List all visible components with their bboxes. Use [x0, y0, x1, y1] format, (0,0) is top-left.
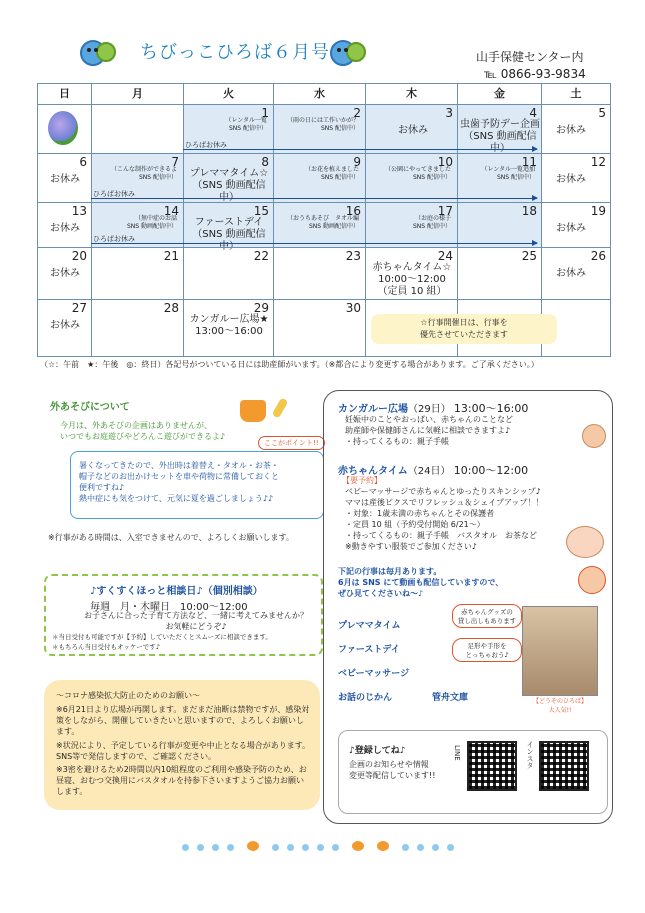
day-number: 22	[253, 249, 269, 263]
calendar-week-row	[38, 299, 610, 356]
calendar-grid	[37, 83, 611, 357]
calendar-day-cell	[273, 105, 365, 154]
outdoor-body: 今月は、外あそびの企画はありませんが、 いつでもお庭遊びやどろんこ遊びができるよ♪	[60, 421, 226, 441]
corona-item: ※6月21日より広場が再開します。まだまだ油断は禁物ですが、感染対策をしながら、開催していきたいと思いますので、よろしくお願いします。	[56, 705, 310, 736]
day-number: 23	[345, 249, 361, 263]
calendar-day-cell	[365, 154, 457, 203]
day-number: 1	[261, 106, 269, 120]
bucket-icon	[240, 400, 266, 422]
calendar-day-cell	[457, 105, 541, 154]
day-number: 7	[171, 155, 179, 169]
sns-note-label: （レンタル一覧 SNS 配信中）	[225, 117, 267, 132]
snail-icon	[377, 841, 389, 851]
sns-note-label: （公園にやってきました SNS 配信中）	[384, 166, 451, 181]
sns-note-label: （お花を植えました SNS 配信中）	[304, 166, 359, 181]
calendar-week-row	[38, 247, 610, 300]
event-label: 管舟文庫	[432, 693, 469, 703]
closed-label: お休み	[556, 223, 586, 234]
day-number: 14	[163, 204, 179, 218]
closed-label: お休み	[50, 268, 80, 279]
organization-name: 山手保健センター内	[476, 50, 584, 64]
corona-item: ※3密を避けるため2時間以内10組程度のご利用や感染予防のため、お昼寝、おむつ交換用にバスタオルを持参下さいますようご協力お願いします。	[56, 765, 307, 796]
day-number: 2	[353, 106, 361, 120]
calendar-day-cell	[38, 300, 91, 356]
event-cell-label: 虫歯予防デー企画 （SNS 動画配信中）	[460, 119, 540, 154]
consultation-box	[44, 574, 323, 656]
day-number: 11	[521, 155, 537, 169]
shovel-icon	[272, 397, 289, 418]
consultation-schedule: 毎週 月・木曜日 10:00～12:00	[90, 602, 248, 613]
sns-note-label: （無中症のお話 SNS 動画配信中）	[126, 215, 177, 230]
baby-body: ベビーマッサージで赤ちゃんとゆったりスキンシップ♪ ママは産後ビクスでリフレッシュ＆シェイプアップ！！ ・対象：1歳未満の赤ちゃんとその保護者 ・定員 10 組（予約受付開始 6/21～） ・持ってくるもの：親子手帳 バスタオル お茶など ※動きやすい服装でご参加ください♪	[345, 487, 544, 551]
closed-label: お休み	[556, 174, 586, 185]
sns-note: 下記の行事は毎月あります。 6月は SNS にて動画も配信していますので、 ぜひ見てくださいね～♪	[338, 567, 504, 598]
footer-decoration	[178, 836, 458, 855]
day-number: 6	[79, 155, 87, 169]
day-number: 4	[529, 106, 537, 120]
baby-illustration-icon	[582, 424, 606, 448]
calendar-day-cell	[365, 105, 457, 154]
day-number: 3	[445, 106, 453, 120]
outdoor-notice: ※行事がある時間は、入室できませんので、よろしくお願いします。	[48, 533, 294, 542]
event-cell-label: 赤ちゃんタイム☆ 10:00～12:00 （定員 10 組）	[372, 262, 452, 297]
calendar-day-cell	[365, 248, 457, 300]
closed-period-arrow	[91, 243, 537, 244]
weekday-header: 金	[457, 84, 541, 104]
sns-note-label: （レンタル一覧追加 SNS 配信中）	[481, 166, 535, 181]
calendar-day-cell	[365, 203, 457, 248]
phone-number: ℡ 0866-93-9834	[484, 67, 586, 81]
corona-title: ～コロナ感染拡大防止のためのお願い～	[56, 691, 200, 700]
calendar-day-cell	[38, 154, 91, 203]
page-title: ちびっこひろば６月号	[140, 42, 330, 63]
speech-bubble: 赤ちゃんグッズの 貸し出しもあります	[452, 604, 522, 628]
priority-notice: ☆行事開催日は、行事を 優先させていただきます	[371, 314, 557, 344]
event-label: ファーストデイ	[338, 645, 400, 655]
calendar-day-cell	[457, 154, 541, 203]
photo-caption: 【どうぞのひろば】 大人気!!	[532, 698, 587, 714]
calendar-day-cell	[183, 300, 273, 356]
calendar-day-cell	[273, 154, 365, 203]
speech-bubble: 足形や手形を とっちゃおう♪	[452, 638, 522, 662]
calendar-day-cell	[91, 300, 183, 356]
weekday-header: 日	[59, 87, 70, 100]
calendar-week-row	[38, 104, 610, 154]
line-qr-code[interactable]	[467, 741, 517, 791]
calendar-day-cell	[273, 248, 365, 300]
closed-period-label: ひろばお休み	[93, 235, 135, 243]
calendar-day-cell	[183, 203, 273, 252]
day-number: 25	[521, 249, 537, 263]
mascot-icon-right	[330, 36, 364, 66]
calendar-week-row	[38, 202, 610, 252]
calendar-day-cell	[541, 248, 610, 300]
register-body: 企画のお知らせや情報 変更等配信しています!!	[349, 760, 436, 780]
calendar-day-cell	[541, 105, 610, 154]
sns-note-label: （こんな制作ができるよ SNS 配信中）	[110, 166, 177, 181]
room-photo	[522, 606, 598, 696]
day-number: 12	[590, 155, 606, 169]
calendar-day-cell	[541, 203, 610, 248]
day-number: 26	[590, 249, 606, 263]
snail-icon	[352, 841, 364, 851]
baby-time: 10:00～12:00	[453, 464, 529, 477]
kangaroo-title: カンガルー広場	[338, 404, 408, 415]
day-number: 15	[253, 204, 269, 218]
consultation-body: お子さんに合った子育て方法など、一緒に考えてみませんか？ お気軽にどうぞ♪	[84, 611, 308, 631]
instagram-label: インスタ	[526, 741, 534, 769]
calendar-day-cell	[541, 154, 610, 203]
outdoor-tip-text: 暑くなってきたので、外出時は着替え・タオル・お茶・ 帽子などのお出かけセットを車や荷物に常備しておくと 便利ですね♪ 熱中症にも気をつけて、元気に夏を過ごしましょう♪♪	[79, 461, 279, 503]
closed-period-arrow	[183, 149, 537, 150]
closed-label: お休み	[398, 125, 428, 136]
day-number: 9	[353, 155, 361, 169]
closed-label: お休み	[556, 268, 586, 279]
day-number: 8	[261, 155, 269, 169]
day-number: 16	[345, 204, 361, 218]
closed-label: お休み	[50, 223, 80, 234]
calendar-day-cell	[91, 105, 183, 154]
outdoor-tip-box	[70, 451, 324, 519]
consultation-note-2: ＊もちろん当日受付もオッケーです♪	[52, 643, 160, 651]
calendar-day-cell	[273, 300, 365, 356]
sns-note-label: （お庭の様子 SNS 配信中）	[412, 215, 451, 230]
closed-period-arrow	[91, 198, 537, 199]
day-number: 10	[437, 155, 453, 169]
day-number: 28	[163, 301, 179, 315]
calendar-day-cell	[91, 248, 183, 300]
day-number: 21	[163, 249, 179, 263]
weekday-header: 火	[183, 84, 273, 104]
instagram-qr-code[interactable]	[539, 741, 589, 791]
calendar-day-cell	[183, 248, 273, 300]
event-cell-label: ファーストデイ （SNS 動画配信中）	[192, 217, 266, 252]
calendar-day-cell	[457, 248, 541, 300]
register-title: ♪登録してね♪	[349, 746, 406, 756]
mom-icon	[578, 566, 606, 594]
calendar-day-cell	[457, 203, 541, 248]
closed-period-label: ひろばお休み	[185, 141, 227, 149]
snail-icon	[247, 841, 259, 851]
day-number: 30	[345, 301, 361, 315]
weekday-header: 木	[365, 84, 457, 104]
mother-baby-icon	[566, 526, 604, 558]
closed-label: お休み	[50, 174, 80, 185]
sns-note-label: （雨の日には工作いかが？ SNS 配信中）	[286, 117, 359, 132]
corona-notice-box	[44, 680, 320, 810]
closed-label: お休み	[556, 125, 586, 136]
calendar-legend: （☆：午前 ★：午後 ◎：終日）各記号がついている日には助産師がいます。（※都合により変更する場合があります。ご了承ください。）	[40, 360, 539, 369]
calendar-day-cell	[38, 248, 91, 300]
kangaroo-date: （29日）	[408, 404, 451, 415]
day-number: 19	[590, 204, 606, 218]
baby-title: 赤ちゃんタイム	[338, 466, 408, 477]
calendar-day-cell	[183, 154, 273, 203]
event-cell-label: プレママタイム☆ （SNS 動画配信中）	[189, 168, 269, 203]
weekday-header: 月	[91, 84, 183, 104]
register-box	[338, 730, 608, 814]
corona-item: ※状況により、予定している行事が変更や中止となる場合があります。SNS等で発信しますので、ご確認ください。	[56, 741, 311, 761]
consultation-note-1: ＊当日受付も可能ですが【予約】していただくとスムーズに相談できます。	[52, 633, 272, 641]
day-number: 13	[71, 204, 87, 218]
day-number: 27	[71, 301, 87, 315]
day-number: 5	[598, 106, 606, 120]
consultation-title: ♪すくすくほっと相談日♪（個別相談）	[90, 586, 263, 597]
outdoor-heading: 外あそびについて	[50, 402, 130, 413]
calendar-day-cell	[38, 203, 91, 248]
day-number: 29	[253, 301, 269, 315]
weekday-header: 土	[541, 84, 610, 104]
event-cell-label: カンガルー広場★ 13:00～16:00	[189, 314, 269, 337]
closed-label: お休み	[50, 320, 80, 331]
day-number: 20	[71, 249, 87, 263]
calendar-header-row	[38, 84, 610, 104]
hydrangea-icon	[48, 111, 78, 145]
kangaroo-body: 妊娠中のことやおっぱい、赤ちゃんのことなど 助産師や保健師さんに気軽に相談できますよ♪ ・持ってくるもの：親子手帳	[345, 415, 513, 446]
calendar-week-row	[38, 153, 610, 203]
closed-period-label: ひろばお休み	[93, 190, 135, 198]
line-label: LINE	[453, 745, 461, 761]
calendar-day-cell	[273, 203, 365, 248]
mascot-icon-left	[80, 36, 114, 66]
event-label: ベビーマッサージ	[338, 669, 410, 679]
event-label: お話のじかん	[338, 693, 393, 703]
kangaroo-time: 13:00～16:00	[453, 402, 529, 415]
baby-date: （24日）	[407, 466, 451, 477]
point-badge: ここがポイント!!	[258, 436, 325, 450]
weekday-header: 水	[273, 84, 365, 104]
day-number: 17	[437, 204, 453, 218]
event-label: プレママタイム	[338, 621, 401, 631]
sns-note-label: （おうちあそび タオル編 SNS 動画配信中）	[286, 215, 359, 230]
day-number: 18	[521, 204, 537, 218]
day-number: 24	[437, 249, 453, 263]
reservation-badge: 【要予約】	[342, 476, 382, 485]
